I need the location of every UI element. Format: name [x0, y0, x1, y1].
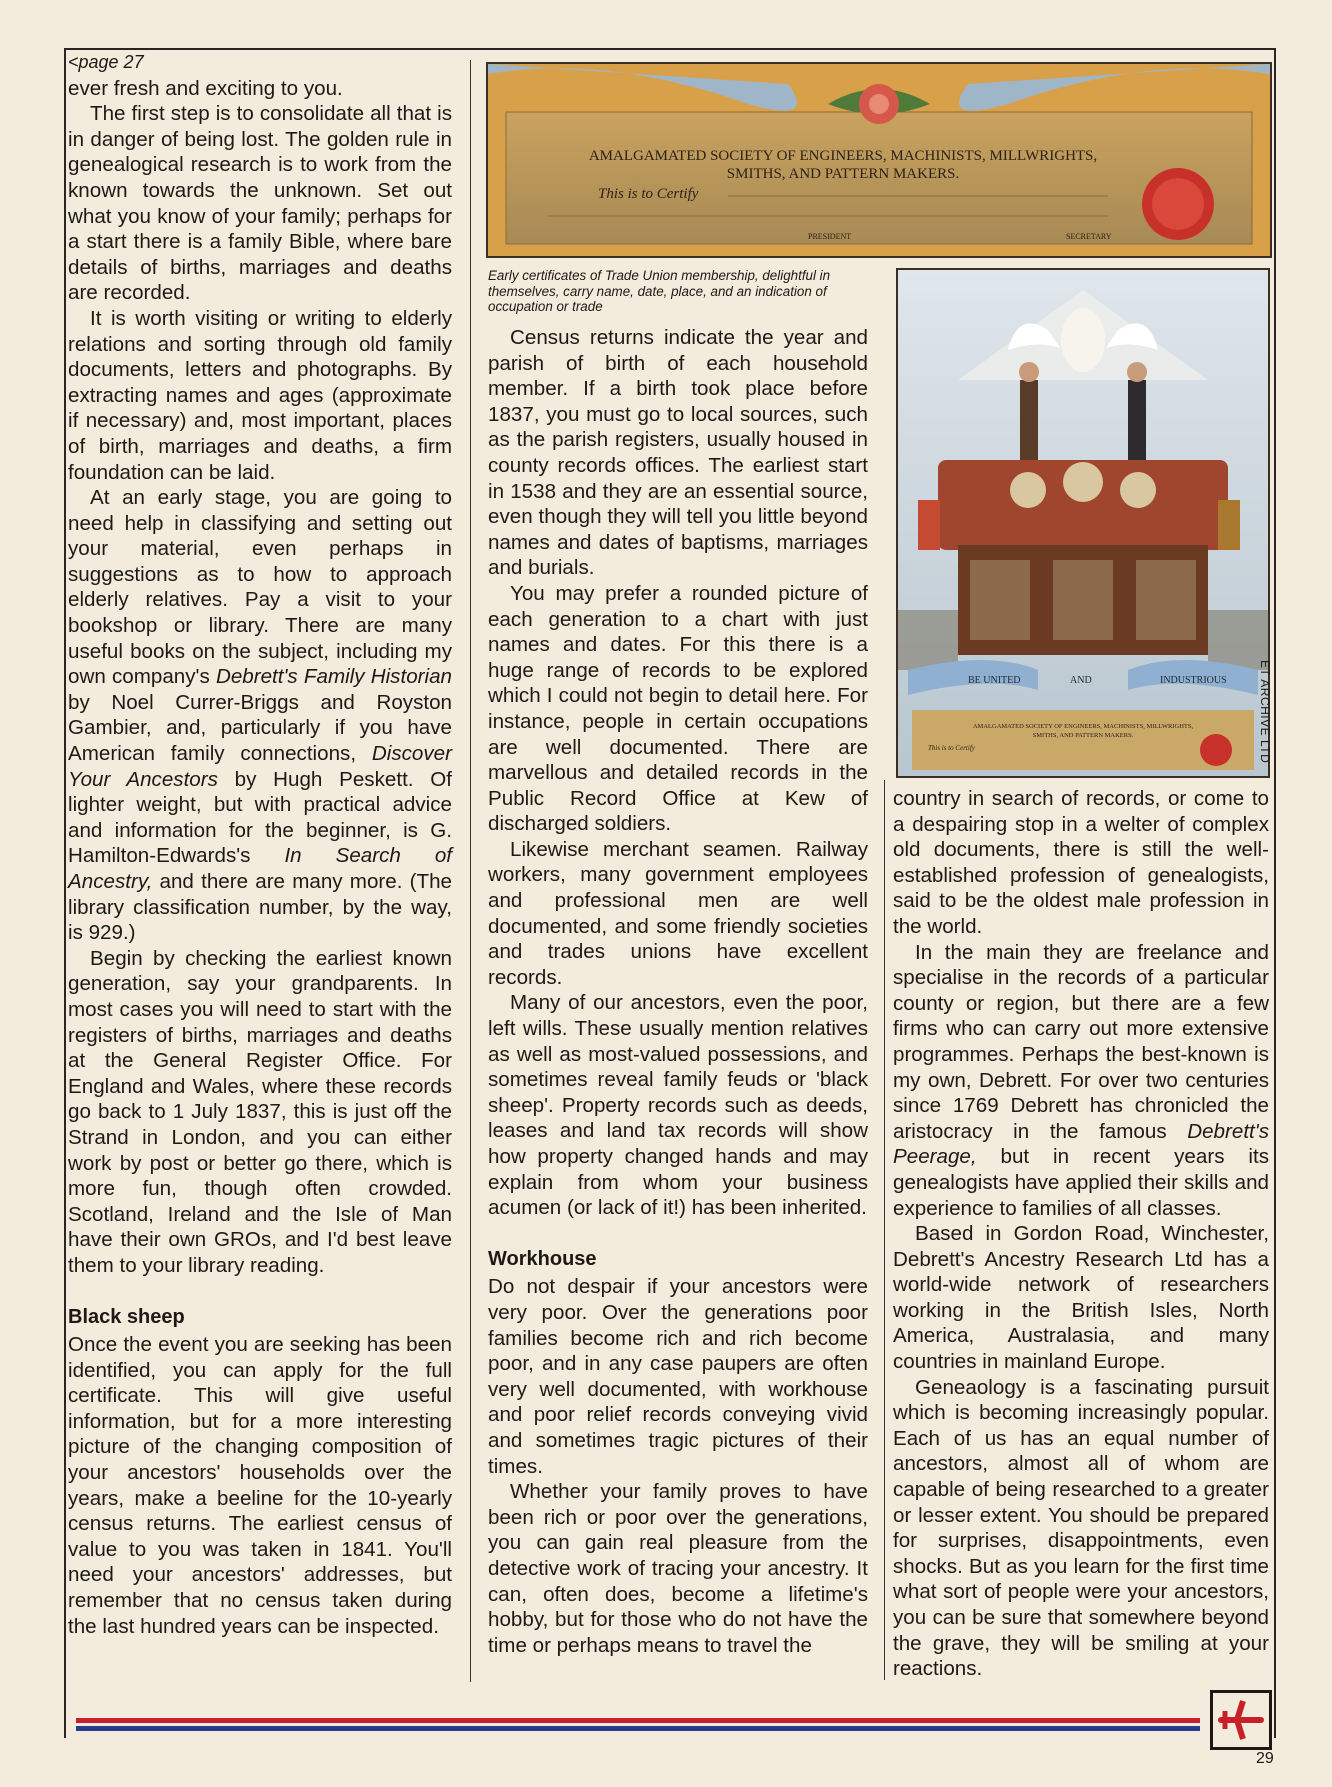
- paragraph: Whether your family proves to have been rich or poor over the generations, you can gain real pleasure from the detective work of tracing your ancestry. It can, often does, become a lifetime's hobby, but for those who do not have the time or perhaps means to travel the: [488, 1480, 868, 1657]
- certificate-secretary-label: SECRETARY: [1066, 232, 1112, 241]
- text-run: At an early stage, you are going to need help in classifying and setting out your material, even perhaps in suggestions as to how to approach elderly relatives. Pay a visit to your bookshop or library. There are many useful books on the subject, including my own company's: [68, 486, 452, 689]
- paragraph: country in search of records, or come to a despairing stop in a welter of complex old documents, there is still the well-established profession of genealogists, said to be the oldest male profession in the world.: [893, 787, 1269, 938]
- trade-union-certificate-image: [486, 62, 1272, 258]
- certificate-illustration: [488, 64, 1270, 256]
- paragraph: Likewise merchant seamen. Railway workers, many government employees and professional men are well documented, and some friendly societies and trades unions have excellent records.: [488, 837, 868, 989]
- text-run: In the main they are freelance and specialise in the records of a particular county or region, but there are a few firms who can carry out more extensive programmes. Perhaps the best-known is my own, Debrett. For over two centuries since 1769 Debrett has chronicled the aristocracy in the famous: [893, 940, 1269, 1143]
- emblem-illustration: [898, 270, 1268, 776]
- paragraph: ever fresh and exciting to you.: [68, 76, 343, 100]
- column-divider: [884, 780, 885, 1680]
- emblem-society-subtitle: SMITHS, AND PATTERN MAKERS.: [1032, 732, 1134, 739]
- right-rule: [1274, 48, 1276, 1738]
- section-heading: Black sheep: [68, 1305, 185, 1328]
- text-run: by Hugh Peskett. Of lighter weight, but with practical advice and information for the beginner, is G. Hamilton-Edwards's: [68, 767, 452, 868]
- emblem-banner-middle: AND: [1070, 675, 1092, 686]
- paragraph: It is worth visiting or writing to elderly relations and sorting through old family documents, letters and photographs. By extracting names and ages (approximate if necessary) and, most important, places of birth, marriages and deaths, a firm foundation can be laid.: [68, 306, 452, 484]
- paragraph: You may prefer a rounded picture of each generation to a chart with just names and dates. For this there is a huge range of records to be explored which I could not begin to detail here. For instance, people in certain occupations are well documented. There are marvellous and detailed records in the Public Record Office at Kew of discharged soldiers.: [488, 581, 868, 836]
- certificate-president-label: PRESIDENT: [808, 232, 852, 241]
- airplane-icon: [1213, 1693, 1269, 1747]
- page-number: 29: [1256, 1750, 1274, 1767]
- paragraph: Census returns indicate the year and parish of birth of each household member. If a birth took place before 1837, you must go to local sources, such as the parish registers, usually housed in county records offices. The earliest start in 1538 and they are an essential source, even though they will tell you little beyond names and dates of baptisms, marriages and burials.: [488, 326, 868, 580]
- certificate-certify-text: This is to Certify: [598, 186, 699, 202]
- paragraph: Once the event you are seeking has been identified, you can apply for the full certificate. This will give useful information, but for a more interesting picture of the changing composition of your ancestors' households over the years, make a beeline for the 10-yearly census returns. The earliest census of value to you was taken in 1841. You'll need your ancestors' addresses, but remember that no census taken during the last hundred years can be inspected.: [68, 1333, 452, 1638]
- article-column-2: [488, 325, 868, 1658]
- paragraph: [68, 485, 452, 946]
- paragraph: [893, 940, 1269, 1222]
- photo-credit: ET ARCHIVE LTD: [1258, 660, 1272, 764]
- paragraph: The first step is to consolidate all that is in danger of being lost. The golden rule in genealogical research is to work from the known towards the unknown. Set out what you know of your family; perhaps for a start there is a family Bible, where bare details of births, marriages and deaths are recorded.: [68, 102, 452, 305]
- article-column-3: [893, 786, 1269, 1682]
- paragraph: Based in Gordon Road, Winchester, Debrett's Ancestry Research Ltd has a world-wide network of researchers working in the British Isles, North America, Australasia, and many countries in mainland Europe.: [893, 1222, 1269, 1374]
- book-title: Debrett's Peerage,: [893, 1119, 1269, 1169]
- paragraph: Many of our ancestors, even the poor, left wills. These usually mention relatives as well as most-valued possessions, and sometimes reveal family feuds or 'black sheep'. Property records such as deeds, leases and land tax records will show how property changed hands and may explain from whom your business acumen (or lack of it!) has been inherited.: [488, 991, 868, 1220]
- continued-page-reference: <page 27: [68, 52, 144, 72]
- image-caption: Early certificates of Trade Union membership, delightful in themselves, carry name, date, place, and an indication of occupation or trade: [488, 268, 831, 315]
- book-title: In Search of Ancestry,: [68, 844, 452, 893]
- text-run: by Noel Currer-Briggs and Royston Gambier, and, particularly if you have American family connections,: [68, 690, 452, 766]
- text-run: but in recent years its genealogists have applied their skills and experience to families of all classes.: [893, 1145, 1269, 1220]
- footer-stripe-blue: [76, 1726, 1200, 1731]
- emblem-certify-text: This is to Certify: [928, 744, 975, 752]
- column-divider: [470, 60, 471, 1682]
- airplane-logo: [1210, 1690, 1272, 1750]
- text-run: and there are many more. (The library classification number, by the way, is 929.): [68, 870, 452, 945]
- emblem-banner-left: BE UNITED: [968, 675, 1021, 686]
- book-title: Debrett's Family Historian: [215, 665, 452, 689]
- emblem-banner-right: INDUSTRIOUS: [1160, 675, 1227, 686]
- article-column-1: [68, 50, 452, 1639]
- paragraph: Geneaology is a fascinating pursuit which is becoming increasingly popular. Each of us has an equal number of ancestors, almost all of whom are capable of being researched to a greater or lesser extent. You should be prepared for surprises, disappointments, even shocks. But as you learn for the first time what sort of people were your ancestors, you can be sure that somewhere beyond the grave, they will be smiling at your reactions.: [893, 1375, 1269, 1681]
- trade-union-emblem-image: [896, 268, 1270, 778]
- certificate-society-title: AMALGAMATED SOCIETY OF ENGINEERS, MACHINISTS, MILLWRIGHTS,: [588, 148, 1098, 164]
- certificate-society-subtitle: SMITHS, AND PATTERN MAKERS.: [726, 166, 960, 182]
- paragraph: Begin by checking the earliest known generation, say your grandparents. In most cases you will need to start with the registers of births, marriages and deaths at the General Register Office. For England and Wales, where these records go back to 1 July 1837, this is just off the Strand in London, and you can either work by post or better go there, which is more fun, though often crowded. Scotland, Ireland and the Isle of Man have their own GROs, and I'd best leave them to your library reading.: [68, 946, 452, 1277]
- emblem-society-title: AMALGAMATED SOCIETY OF ENGINEERS, MACHINISTS, MILLWRIGHTS,: [972, 723, 1194, 730]
- left-rule: [64, 48, 66, 1738]
- section-heading: Workhouse: [488, 1247, 597, 1270]
- book-title: Discover Your Ancestors: [68, 742, 452, 791]
- paragraph: Do not despair if your ancestors were very poor. Over the generations poor families become rich and rich become poor, and in any case paupers are often very well documented, with workhouse and poor relief records conveying vivid and sometimes tragic pictures of their times.: [488, 1275, 868, 1478]
